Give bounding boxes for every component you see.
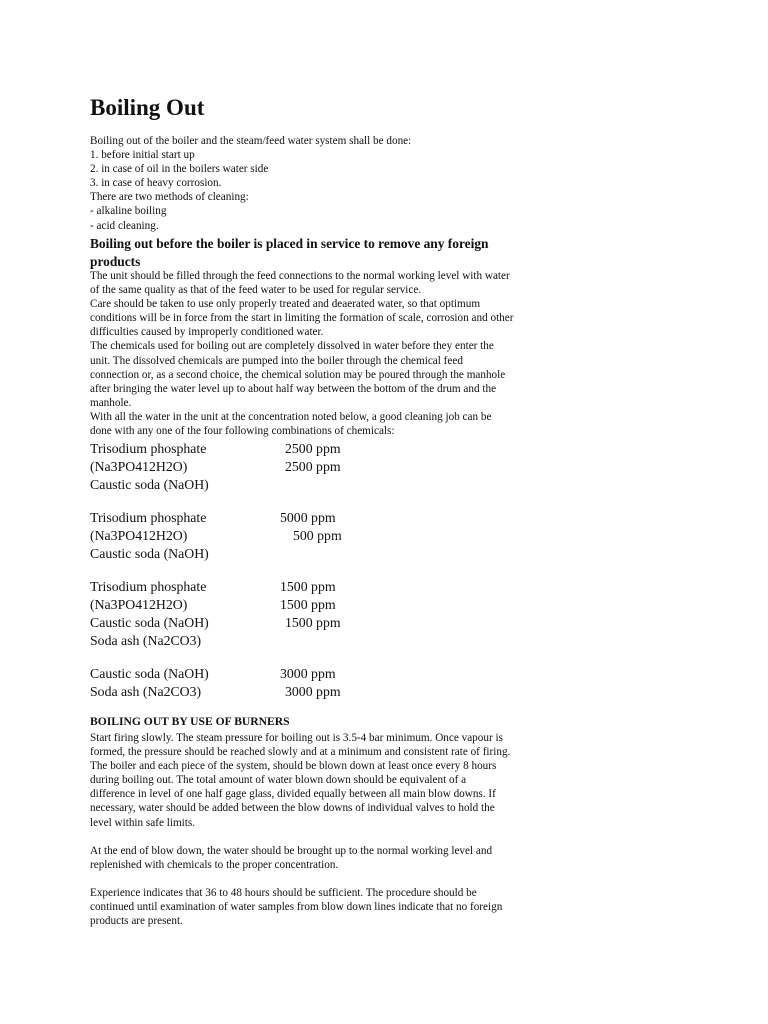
burners-line: The boiler and each piece of the system, should be blown down at least once every 8 hours [90,760,497,773]
burners-section [90,731,560,928]
burners-heading: BOILING OUT BY USE OF BURNERS [90,715,290,728]
chemical-row [90,458,560,476]
chemical-row [90,665,560,683]
body-line: of the same quality as that of the feed water to be used for regular service. [90,284,422,297]
chemical-amount: 500 ppm [293,528,342,543]
burners-line: products are present. [90,915,183,928]
chemical-name: Trisodium phosphate [90,510,207,525]
intro-line: Boiling out of the boiler and the steam/feed water system shall be done: [90,135,412,147]
chemical-row [90,596,560,614]
intro-line: 1. before initial start up [90,149,195,162]
chemical-name: Trisodium phosphate [90,579,207,594]
burners-line: necessary, water should be added between the blow downs of individual valves to hold the [90,802,495,815]
section-heading-line: products [90,254,141,269]
chemical-name: Soda ash (Na2CO3) [90,633,202,648]
burners-line: continued until examination of water samples from blow down lines indicate that no foreign [90,900,503,913]
chemical-amount: 1500 ppm [280,597,336,612]
chemical-row [90,614,560,632]
burners-line: replenished with chemicals to the proper concentration. [90,858,339,871]
chemical-amount: 2500 ppm [285,441,341,456]
intro-line: - alkaline boiling [90,205,167,218]
chemical-amount: 5000 ppm [280,510,336,525]
body-line: The unit should be filled through the feed connections to the normal working level with water [90,270,510,282]
intro-line: 3. in case of heavy corrosion. [90,177,222,190]
body-line: done with any one of the four following combinations of chemicals: [90,425,395,438]
chemical-name: Caustic soda (NaOH) [90,615,209,630]
chemical-name: Caustic soda (NaOH) [90,546,209,561]
burners-line: Experience indicates that 36 to 48 hours should be sufficient. The procedure should be [90,886,477,899]
chemical-row [90,683,560,701]
chemical-name: Trisodium phosphate [90,441,207,456]
chemical-row [90,578,560,596]
burners-line: difference in level of one half gage glass, divided equally between all main blow downs. If [90,788,496,801]
chemical-name: (Na3PO412H2O) [90,597,188,612]
chemical-amount: 1500 ppm [285,615,341,630]
chemical-row [90,545,560,563]
burners-line: formed, the pressure should be reached slowly and at a minimum and consistent rate of firing. [90,746,511,759]
section-heading-line: Boiling out before the boiler is placed in service to remove any foreign [90,236,489,251]
chemical-name: Soda ash (Na2CO3) [90,684,202,699]
burners-line: level within safe limits. [90,816,196,829]
body-line: after bringing the water level up to about half way between the bottom of the drum and the [90,382,497,395]
chemical-amount: 3000 ppm [285,684,341,699]
chemical-name: Caustic soda (NaOH) [90,477,209,492]
body-line: With all the water in the unit at the concentration noted below, a good cleaning job can be [90,410,492,423]
intro-line: There are two methods of cleaning: [90,191,249,204]
chemical-row [90,509,560,527]
body-line: connection or, as a second choice, the chemical solution may be poured through the manhole [90,368,506,381]
chemical-row [90,632,560,650]
chemical-name: (Na3PO412H2O) [90,528,188,543]
chemical-row [90,476,560,494]
chemical-amount: 2500 ppm [285,459,341,474]
burners-line: Start firing slowly. The steam pressure for boiling out is 3.5-4 bar minimum. Once vapour is [90,732,503,744]
section-heading [90,235,560,271]
chemical-amount: 1500 ppm [280,579,336,594]
chemical-combinations [90,440,560,701]
body-line: Care should be taken to use only properly treated and deaerated water, so that optimum [90,298,481,311]
chemical-name: Caustic soda (NaOH) [90,666,209,681]
chemical-row [90,527,560,545]
body-line: The chemicals used for boiling out are completely dissolved in water before they enter the [90,340,494,353]
chemical-name: (Na3PO412H2O) [90,459,188,474]
chemical-row [90,440,560,458]
chemical-amount: 3000 ppm [280,666,336,681]
intro-line: 2. in case of oil in the boilers water side [90,163,269,176]
body-line: difficulties caused by improperly conditioned water. [90,326,324,339]
body-section [90,269,560,438]
page-title: Boiling Out [90,95,205,120]
intro-line: - acid cleaning. [90,219,159,232]
burners-line: during boiling out. The total amount of water blown down should be equivalent of a [90,774,467,787]
body-line: unit. The dissolved chemicals are pumped into the boiler through the chemical feed [90,354,463,367]
burners-line: At the end of blow down, the water should be brought up to the normal working level and [90,844,493,857]
body-line: conditions will be in force from the start in limiting the formation of scale, corrosion and other [90,312,514,325]
body-line: manhole. [90,396,132,409]
intro-section [90,134,560,233]
